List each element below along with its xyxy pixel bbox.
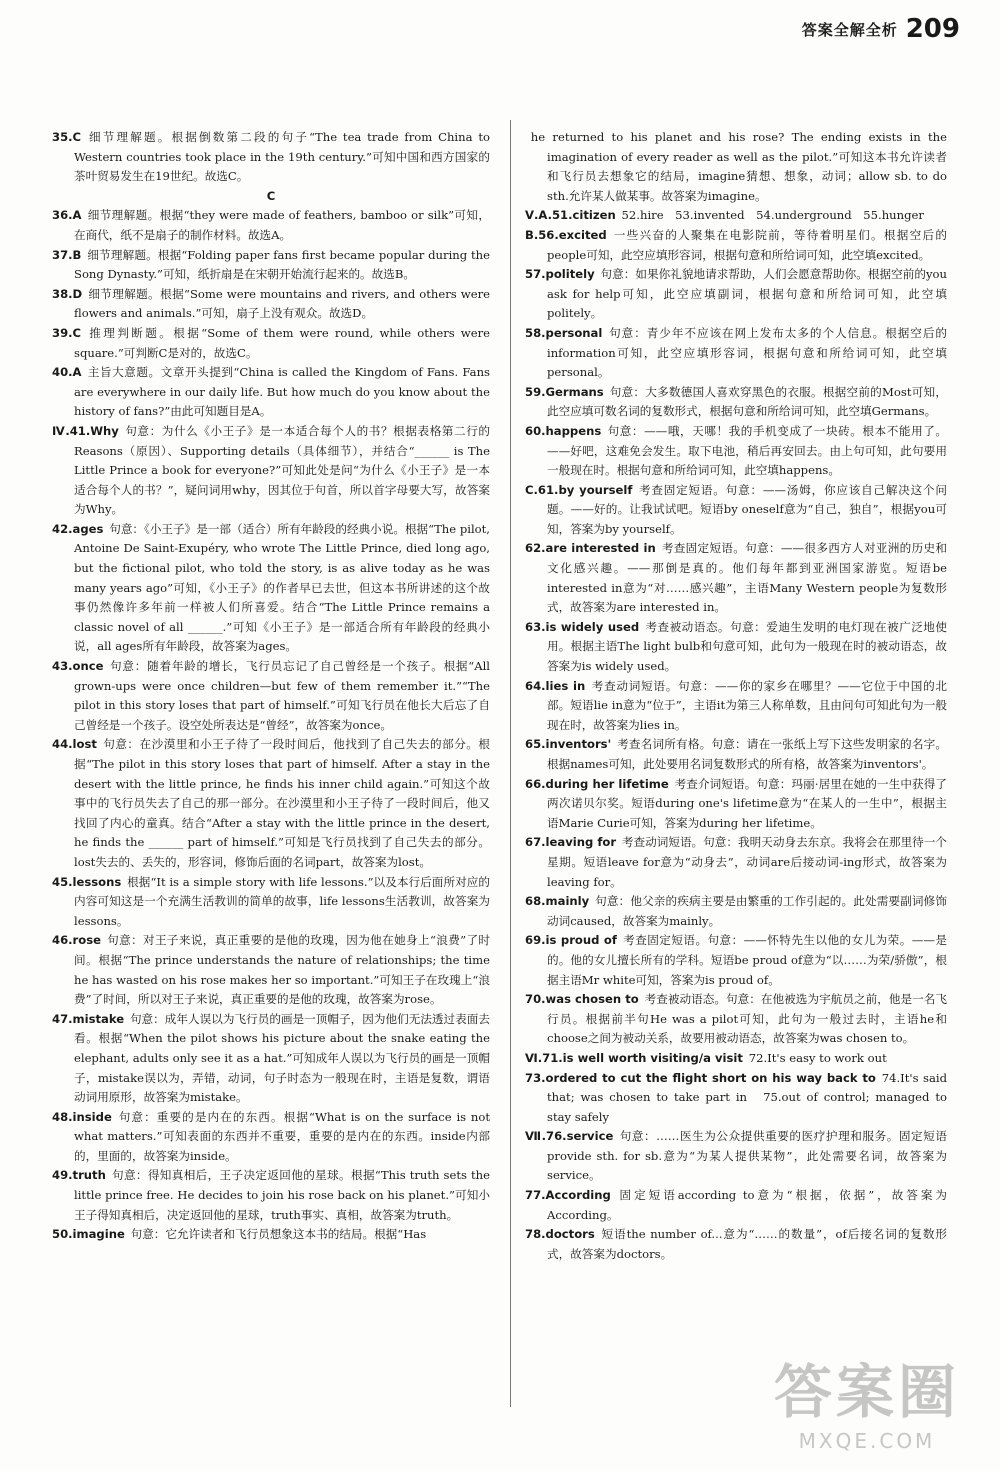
answer-id: 66.during her lifetime [525,776,669,791]
answer-id: 49.truth [52,1168,106,1183]
answer-id: 45.lessons [52,874,122,889]
answer-id: 77.According [525,1188,611,1203]
answer-entry [525,618,947,677]
answer-entry [52,422,490,520]
answer-id: Ⅳ.41.Why [52,423,119,438]
answer-entry [52,735,490,872]
answer-entry [525,422,947,481]
answer-entry [525,1069,947,1128]
answer-explanation: 考查动词短语。句意：我明天动身去东京。我将会在那里待一个星期。短语leave for意为“动身去”，动词are后接动词-ing形式，故答案为leaving for。 [547,835,947,889]
answer-entry [525,128,947,206]
answer-id: 43.once [52,659,104,674]
page-header [802,14,960,44]
answer-entry [52,520,490,657]
answer-id: 36.A [52,208,82,223]
answer-explanation: 句意：得知真相后，王子决定返回他的星球。根据“This truth sets the little prince free. He decides to join his rose back on his planet.”可知小王子得知真相后，决定返回他的星球，truth事实、真相，故答案为truth。 [74,1168,490,1222]
answer-entry [52,931,490,1009]
answer-entry [52,1010,490,1108]
answer-explanation: 74.It's said that; was chosen to take part in 75.out of control; managed to stay safely [547,1070,948,1124]
answer-explanation: 句意：对王子来说，真正重要的是他的玫瑰，因为他在她身上“浪费”了时间。根据“The prince understands the nature of relationships; the time he has wasted on his rose makes her so important.”可知王子在玫瑰上“浪费”了时间，所以对王子来说，真正重要的是他的玫瑰，故答案为rose。 [74,933,490,1007]
answer-entry [525,265,947,324]
answer-entry [525,892,947,931]
answer-explanation: 句意：青少年不应该在网上发布太多的个人信息。根据空后的information可知，此空应填形容词，根据句意和所给词可知，此空填personal。 [547,325,947,380]
answer-id: 50.imagine [52,1227,125,1242]
answer-entry [525,990,947,1049]
answer-explanation: 细节理解题。根据“Folding paper fans first became popular during the Song Dynasty.”可知，纸折扇是在宋朝开始流行起来的。故选B。 [74,247,490,282]
answer-explanation: 主旨大意题。文章开头提到“China is called the Kingdom of Fans. Fans are everywhere in our daily life. But how much do you know about the history of fans?”由此可知题目是A。 [74,365,490,419]
answer-id: B.56.excited [525,227,607,242]
answer-entry [525,677,947,736]
answer-id: 58.personal [525,325,603,340]
section-heading: C [266,188,276,203]
answer-explanation: 细节理解题。根据倒数第二段的句子“The tea trade from China to Western countries took place in the 19th century.”可知中国和西方国家的茶叶贸易发生在19世纪。故选C。 [74,130,490,184]
answer-id: 65.inventors' [525,737,612,752]
answer-explanation: 细节理解题。根据“Some were mountains and rivers, and others were flowers and animals.”可知，扇子上没有观众。故选D。 [74,286,490,321]
answer-entry [52,324,490,363]
answer-explanation: 句意：成年人误以为飞行员的画是一顶帽子，因为他们无法透过表面去看。根据“When the pilot shows his picture about the snake eating the elephant, adults only see it as a hat.”可知成年人误以为飞行员的画是一顶帽子，mistake误以为，弄错，动词，句子时态为一般现在时，主语是复数，谓语动词用原形，故答案为mistake。 [74,1011,490,1105]
answer-explanation: 句意：如果你礼貌地请求帮助，人们会愿意帮助你。根据空前的you ask for help可知，此空应填副词，根据句意和所给词可知，此空填politely。 [547,267,947,321]
answer-entry [525,1186,947,1225]
answer-entry [525,481,947,540]
answer-entry [525,383,947,422]
answer-entry [525,1127,947,1186]
watermark-logo-text: 答案圈 [773,1358,960,1426]
answer-explanation: 一些兴奋的人聚集在电影院前，等待着明星们。根据空后的people可知，此空应填形容词，根据句意和所给词可知，此空填excited。 [547,227,947,262]
watermark [774,1345,960,1453]
answer-id: 38.D [52,286,83,301]
answer-id: 60.happens [525,423,602,438]
answer-id: Ⅴ.A.51.citizen [525,208,616,223]
answer-id: Ⅶ.76.service [525,1129,614,1144]
answer-explanation: 根据“It is a simple story with life lessons.”以及本行后面所对应的内容可知这是一个充满生活教训的简单的故事，life lessons生活教训，故答案为lessons。 [74,874,490,928]
answer-entry [52,1225,490,1245]
answer-id: 40.A [52,365,82,380]
answer-entry [52,657,490,735]
answer-id: 44.lost [52,737,97,752]
answer-id: 69.is proud of [525,933,617,948]
answer-id: 57.politely [525,267,595,282]
answer-entry [525,226,947,265]
column-divider [510,120,511,1407]
answer-entry [52,285,490,324]
answer-id: 47.mistake [52,1011,125,1026]
answer-explanation: 考查介词短语。句意：玛丽·居里在她的一生中获得了两次诺贝尔奖。短语during one's lifetime意为“在某人的一生中”，根据主语Marie Curie可知，答案为during her lifetime。 [547,776,947,830]
answer-explanation: 72.It's easy to work out [748,1050,887,1065]
answer-explanation: 句意：——哦，天哪！我的手机变成了一块砖。根本不能用了。——好吧，这难免会发生。取下电池，稍后再安回去。由上句可知，此句要用一般现在时。根据句意和所给词可知，此空填happens。 [547,423,947,478]
answer-explanation: 句意：重要的是内在的东西。根据“What is on the surface is not what matters.”可知表面的东西并不重要，重要的是内在的东西。inside内部的，里面的，故答案为inside。 [74,1109,490,1163]
answer-explanation: 考查被动语态。句意：在他被选为宇航员之前，他是一名飞行员。根据前半句He was a pilot可知，此句为一般过去时，主语he和choose之间为被动关系，故要用被动语态，故答案为was chosen to。 [547,992,947,1046]
answer-entry [52,206,490,245]
answer-explanation: 短语the number of...意为“……的数量”，of后接名词的复数形式，故答案为doctors。 [547,1227,947,1261]
answer-entry [525,539,947,617]
answer-id: 63.is widely used [525,619,640,634]
answer-explanation: 句意：它允许读者和飞行员想象这本书的结局。根据“Has [130,1227,427,1242]
answer-entry [525,1049,947,1069]
answer-id: 70.was chosen to [525,992,639,1007]
answer-explanation: 推理判断题。根据“Some of them were round, while others were square.”可判断C是对的，故选C。 [74,325,490,360]
answer-entry [525,833,947,892]
answer-id: 39.C [52,325,82,340]
answer-entry [525,735,947,774]
answer-explanation: 句意：为什么《小王子》是一本适合每个人的书？根据表格第二行的Reasons（原因）、Supporting details（具体细节），并结合“______ is The Little Prince a book for everyone?”可知此处是问“为什么《小王子》是一本适合每个人的书？”，疑问词用why，因其位于句首，所以首字母要大写，故答案为Why。 [74,423,490,517]
answer-explanation: 考查固定短语。句意：——怀特先生以他的女儿为荣。——是的。他的女儿擅长所有的学科。短语be proud of意为“以……为荣/骄傲”，根据主语Mr white可知，答案为is proud of。 [547,933,947,987]
answer-explanation: 句意：大多数德国人喜欢穿黑色的衣服。根据空前的Most可知，此空应填可数名词的复数形式，根据句意和所给词可知，此空填Germans。 [547,384,947,419]
answer-id: 78.doctors [525,1227,595,1242]
answer-explanation: 固定短语according to意为“根据，依据”，故答案为According。 [547,1188,947,1222]
answer-entry [525,1225,947,1264]
answer-entry [525,324,947,383]
watermark-url: MXQE.COM [798,1429,936,1453]
answer-explanation: 句意：在沙漠里和小王子待了一段时间后，他找到了自己失去的部分。根据“The pilot in this story loses that part of himself. After a stay in the desert with the little prince, he finds his inner child again.”可知这个故事中的飞行员失去了自己的那一部分。在沙漠里和小王子待了一段时间后，他又找回了内心的童真。结合“After a stay with the little prince in the desert, he finds the ______ part of himself.”可知是飞行员找到了自己失去的部分。lost失去的、丢失的，形容词，修饰后面的名词part，故答案为lost。 [74,737,490,869]
answer-explanation: 句意：随着年龄的增长，飞行员忘记了自己曾经是一个孩子。根据“All grown-ups were once children—but few of them remember it.”“The pilot in this story loses that part of himself.”可知飞行员在他长大后忘了自己曾经是一个孩子。设空处所表达是“曾经”，故答案为once。 [74,659,490,732]
answer-entry [52,873,490,932]
answer-entry [525,931,947,990]
answer-explanation: 句意：《小王子》是一部（适合）所有年龄段的经典小说。根据“The pilot, Antoine De Saint-Exupéry, who wrote The Little Prince, died long ago, but the fictional pilot, who told the story, is as alive today as he was many years ago”可知，《小王子》的作者早已去世，但这本书所讲述的这个故事仍然像许多年前一样被人们所喜爱。结合“The Little Prince remains a classic novel of all ______.”可知《小王子》是一部适合所有年龄段的经典小说，all ages所有年龄段，故答案为ages。 [74,521,490,654]
answer-id: 67.leaving for [525,835,617,850]
answer-id: C.61.by yourself [525,482,633,497]
answer-explanation: he returned to his planet and his rose? The ending exists in the imagination of every reader as well as the pilot.”可知这本书允许读者和飞行员去想象它的结局，imagine猜想、想象，动词；allow sb. to do sth.允许某人做某事。故答案为imagine。 [530,130,947,203]
answer-entry [52,128,490,187]
page-number: 209 [905,14,960,44]
answer-explanation: 考查被动语态。句意：爱迪生发明的电灯现在被广泛地使用。根据主语The light bulb和句意可知，此句为一般现在时的被动语态，故答案为is widely used。 [547,619,947,674]
answer-id: Ⅵ.71.is well worth visiting/a visit [525,1050,743,1065]
answer-explanation: 考查固定短语。句意：——汤姆，你应该自己解决这个问题。——好的。让我试试吧。短语by oneself意为“自己，独自”，根据you可知，答案为by yourself。 [547,482,947,536]
right-column [525,128,947,1264]
answer-entry [525,206,947,226]
answer-id: 68.mainly [525,894,590,909]
answer-explanation: 考查名词所有格。句意：请在一张纸上写下这些发明家的名字。根据names可知，此处要用名词复数形式的所有格，故答案为inventors'。 [547,737,947,771]
answer-id: 73.ordered to cut the flight short on his way back to [525,1070,876,1085]
answer-entry [525,775,947,834]
answer-entry [52,1166,490,1225]
answer-explanation: 句意：他父亲的疾病主要是由繁重的工作引起的。此处需要副词修饰动词caused，故答案为mainly。 [547,894,947,928]
answer-id: 35.C [52,130,82,144]
left-column [52,128,490,1245]
answer-id: 62.are interested in [525,541,656,556]
answer-explanation: 细节理解题。根据“they were made of feathers, bamboo or silk”可知，在商代，纸不是扇子的制作材料。故选A。 [74,208,490,242]
answer-id: 59.Germans [525,384,604,399]
answer-explanation: 考查动词短语。句意：——你的家乡在哪里？——它位于中国的北部。短语lie in意为“位于”，主语it为第三人称单数，且由问句可知此句为一般现在时，故答案为lies in。 [547,678,947,732]
answer-explanation: 考查固定短语。句意：——很多西方人对亚洲的历史和文化感兴趣。——那倒是真的。他们每年都到亚洲国家游览。短语be interested in意为“对……感兴趣”，主语Many Western people为复数形式，故答案为are interested in。 [547,541,947,615]
answer-id: 48.inside [52,1109,112,1124]
answer-explanation: 句意：……医生为公众提供重要的医疗护理和服务。固定短语provide sth. for sb.意为“为某人提供某物”，此处需要名词，故答案为service。 [547,1129,947,1183]
answer-id: 37.B [52,247,82,262]
answer-explanation: 52.hire 53.invented 54.underground 55.hunger [621,208,924,223]
answer-id: 64.lies in [525,678,586,693]
answer-entry [52,1108,490,1167]
answer-entry [52,363,490,422]
answer-entry [52,246,490,285]
header-title: 答案全解全析 [801,20,898,39]
answer-id: 46.rose [52,933,101,948]
answer-id: 42.ages [52,521,104,536]
